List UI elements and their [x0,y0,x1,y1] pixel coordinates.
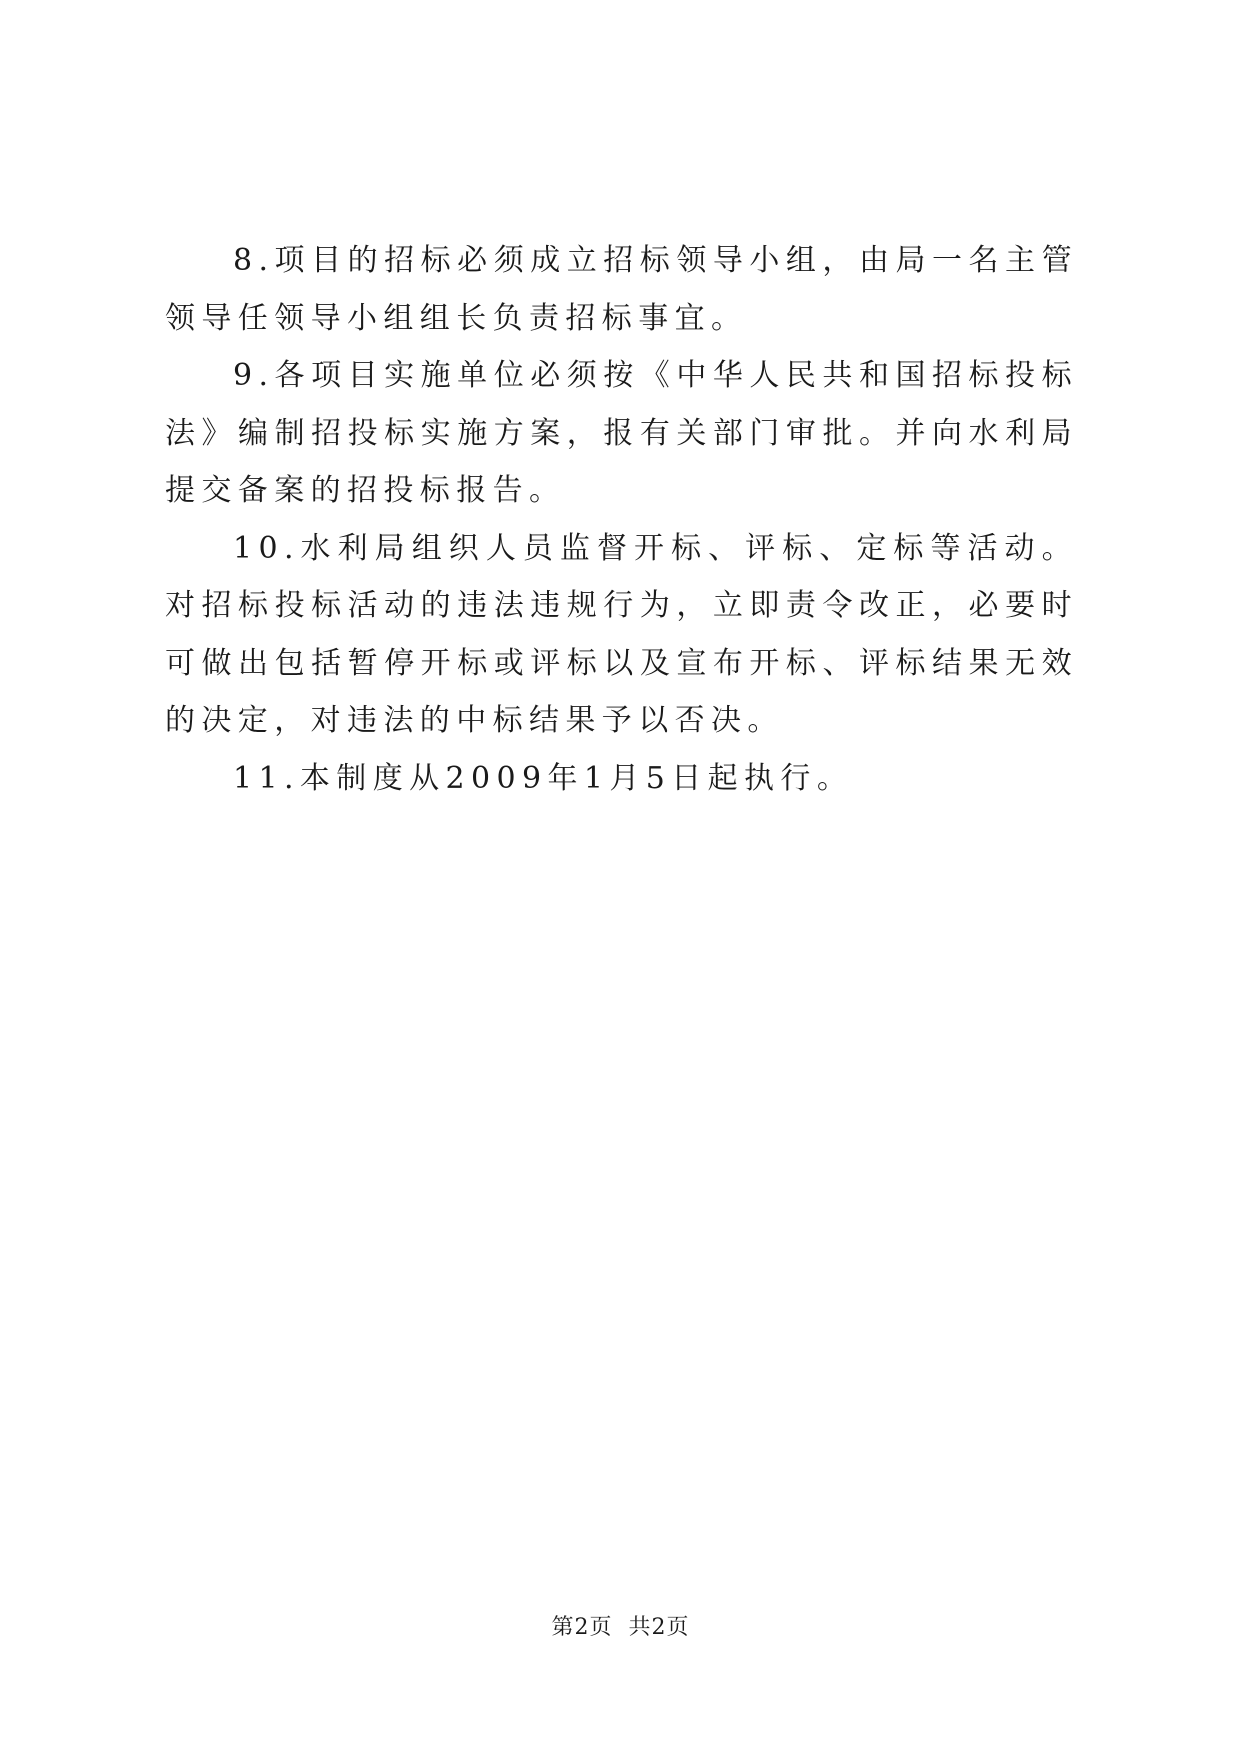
document-body [165,232,1078,807]
page-number-footer: 第2页 共2页 [551,1615,690,1640]
paragraph-item-8: 8.项目的招标必须成立招标领导小组，由局一名主管领导任领导小组组长负责招标事宜。 [165,243,1078,336]
paragraph-item-10: 10.水利局组织人员监督开标、评标、定标等活动。对招标投标活动的违法违规行为，立即责令改正，必要时可做出包括暂停开标或评标以及宣布开标、评标结果无效的决定，对违法的中标结果予以否决。 [165,530,1078,738]
paragraph-item-11: 11.本制度从2009年1月5日起执行。 [233,760,854,796]
paragraph-item-9: 9.各项目实施单位必须按《中华人民共和国招标投标法》编制招投标实施方案，报有关部门审批。并向水利局提交备案的招投标报告。 [165,358,1078,508]
